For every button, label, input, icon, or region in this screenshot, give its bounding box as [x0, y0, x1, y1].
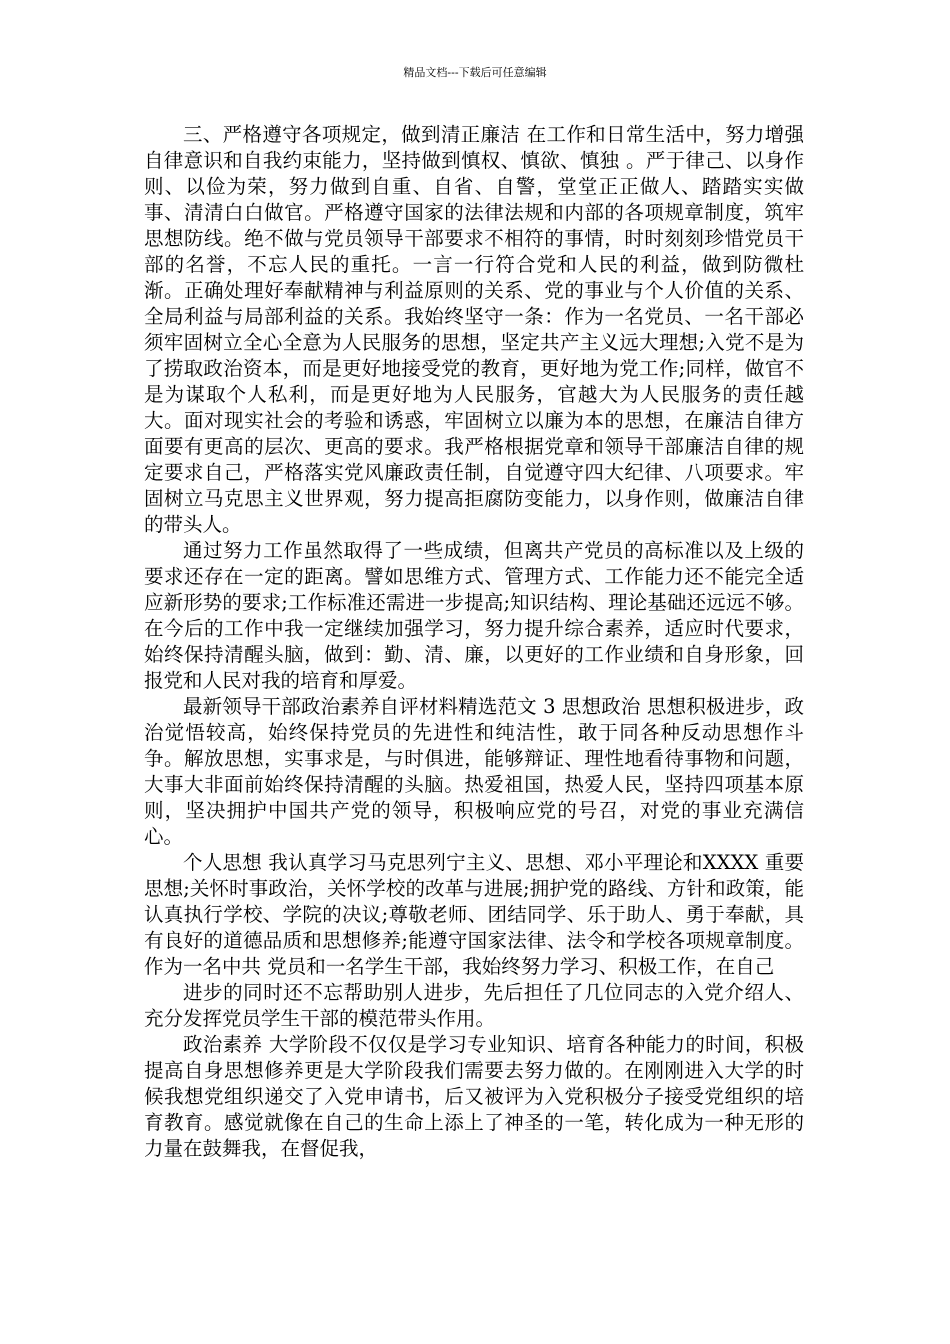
paragraph-political-thought: 最新领导干部政治素养自评材料精选范文 3 思想政治 思想积极进步，政治觉悟较高，始终保持党员的先进性和纯洁性，敢于同各种反动思想作斗争。解放思想，实事求是，与时俱进，能够辩证、理性地看待事物和问题，大事大非面前始终保持清醒的头脑。热爱祖国，热爱人民，坚持四项基本原则，坚决拥护中国共产党的领导，积极响应党的号召，对党的事业充满信心。	[144, 695, 804, 848]
document-body	[144, 122, 804, 1162]
paragraph-political-literacy: 政治素养 大学阶段不仅仅是学习专业知识、培育各种能力的时间，积极提高自身思想修养更是大学阶段我们需要去努力做的。在刚刚进入大学的时候我想党组织递交了入党申请书，后又被评为入党积极分子接受党组织的培育教育。感觉就像在自己的生命上添上了神圣的一笔，转化成为一种无形的力量在鼓舞我，在督促我，	[144, 1033, 804, 1160]
paragraph-progress: 进步的同时还不忘帮助别人进步，先后担任了几位同志的入党介绍人、充分发挥党员学生干部的模范带头作用。	[144, 981, 804, 1030]
paragraph-integrity: 三、严格遵守各项规定，做到清正廉洁 在工作和日常生活中，努力增强自律意识和自我约束能力，坚持做到慎权、慎欲、慎独 。严于律己、以身作则、以俭为荣，努力做到自重、自省、自警，堂堂正正做人、踏踏实实做事、清清白白做官。严格遵守国家的法律法规和内部的各项规章制度，筑牢思想防线。绝不做与党员领导干部要求不相符的事情，时时刻刻珍惜党员干部的名誉，不忘人民的重托。一言一行符合党和人民的利益，做到防微杜渐。正确处理好奉献精神与利益原则的关系、党的事业与个人价值的关系、全局利益与局部利益的关系。我始终坚守一条：作为一名党员、一名干部必须牢固树立全心全意为人民服务的思想，坚定共产主义远大理想;入党不是为了捞取政治资本，而是更好地接受党的教育，更好地为党工作;同样，做官不是为谋取个人私利，而是更好地为人民服务，官越大为人民服务的责任越大。面对现实社会的考验和诱惑，牢固树立以廉为本的思想，在廉洁自律方面要有更高的层次、更高的要求。我严格根据党章和领导干部廉洁自律的规定要求自己，严格落实党风廉政责任制，自觉遵守四大纪律、八项要求。牢固树立马克思主义世界观，努力提高拒腐防变能力，以身作则，做廉洁自律的带头人。	[144, 123, 804, 536]
paragraph-shortcomings: 通过努力工作虽然取得了一些成绩，但离共产党员的高标准以及上级的要求还存在一定的距离。譬如思维方式、管理方式、工作能力还不能完全适应新形势的要求;工作标准还需进一步提高;知识结构、理论基础还远远不够。在今后的工作中我一定继续加强学习，努力提升综合素养，适应时代要求，始终保持清醒头脑，做到：勤、清、廉，以更好的工作业绩和自身形象，回报党和人民对我的培育和厚爱。	[144, 539, 804, 692]
paragraph-personal-thought: 个人思想 我认真学习马克思列宁主义、思想、邓小平理论和XXXX 重要思想;关怀时事政治，关怀学校的改革与进展;拥护党的路线、方针和政策，能认真执行学校、学院的决议;尊敬老师、团结同学、乐于助人、勇于奉献，具有良好的道德品质和思想修养;能遵守国家法律、法令和学校各项规章制度。作为一名中共 党员和一名学生干部，我始终努力学习、积极工作，在自己	[144, 851, 804, 978]
page-header: 精品文档---下载后可任意编辑	[403, 66, 547, 79]
